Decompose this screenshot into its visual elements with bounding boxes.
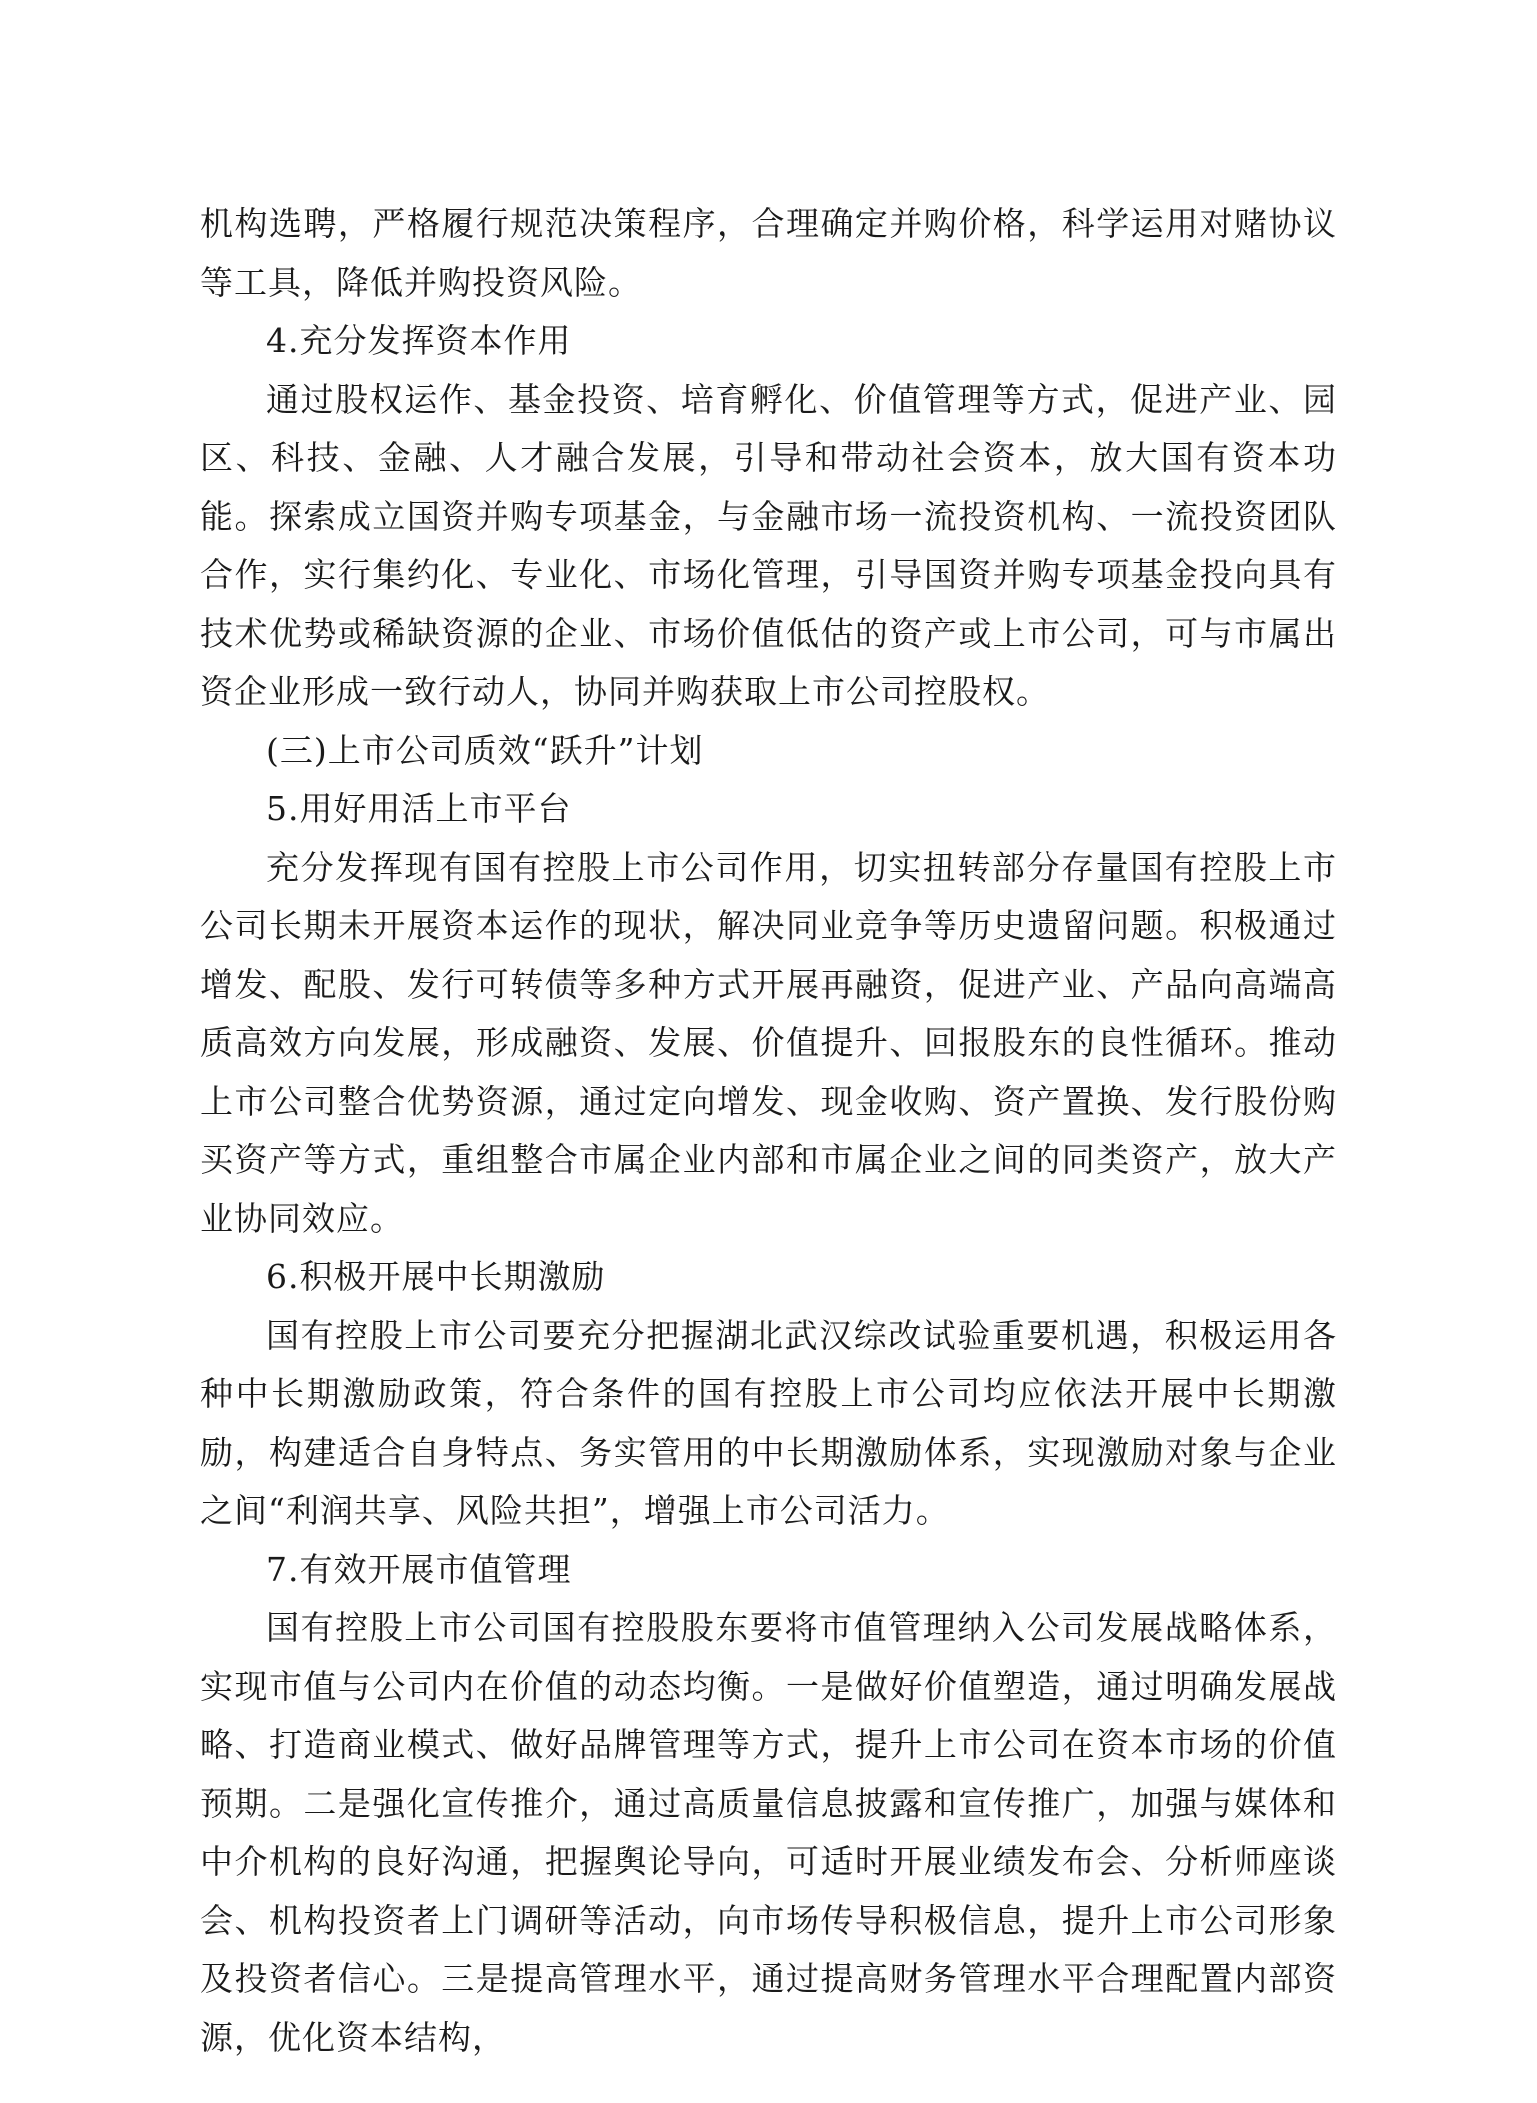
section-heading-plan-3: (三)上市公司质效“跃升”计划 bbox=[266, 730, 704, 770]
paragraph-market-value: 国有控股上市公司国有控股股东要将市值管理纳入公司发展战略体系，实现市值与公司内在价值的动态均衡。一是做好价值塑造，通过明确发展战略、打造商业模式、做好品牌管理等方式，提升上市公司在资本市场的价值预期。二是强化宣传推介，通过高质量信息披露和宣传推广，加强与媒体和中介机构的良好沟通，把握舆论导向，可适时开展业绩发布会、分析师座谈会、机构投资者上门调研等活动，向市场传导积极信息，提升上市公司形象及投资者信心。三是提高管理水平，通过提高财务管理水平合理配置内部资源，优化资本结构， bbox=[200, 1608, 1337, 2057]
paragraph-continuation: 机构选聘，严格履行规范决策程序，合理确定并购价格，科学运用对赌协议等工具，降低并购投资风险。 bbox=[200, 204, 1337, 302]
section-heading-6: 6.积极开展中长期激励 bbox=[266, 1257, 606, 1296]
paragraph-capital-role: 通过股权运作、基金投资、培育孵化、价值管理等方式，促进产业、园区、科技、金融、人才融合发展，引导和带动社会资本，放大国有资本功能。探索成立国资并购专项基金，与金融市场一流投资机构、一流投资团队合作，实行集约化、专业化、市场化管理，引导国资并购专项基金投向具有技术优势或稀缺资源的企业、市场价值低估的资产或上市公司，可与市属出资企业形成一致行动人，协同并购获取上市公司控股权。 bbox=[200, 379, 1337, 711]
section-heading-5: 5.用好用活上市平台 bbox=[266, 789, 572, 828]
paragraph-listing-platform: 充分发挥现有国有控股上市公司作用，切实扭转部分存量国有控股上市公司长期未开展资本运作的现状，解决同业竞争等历史遗留问题。积极通过增发、配股、发行可转债等多种方式开展再融资，促进产业、产品向高端高质高效方向发展，形成融资、发展、价值提升、回报股东的良性循环。推动上市公司整合优势资源，通过定向增发、现金收购、资产置换、发行股份购买资产等方式，重组整合市属企业内部和市属企业之间的同类资产，放大产业协同效应。 bbox=[200, 847, 1337, 1238]
paragraph-incentives: 国有控股上市公司要充分把握湖北武汉综改试验重要机遇，积极运用各种中长期激励政策，符合条件的国有控股上市公司均应依法开展中长期激励，构建适合自身特点、务实管用的中长期激励体系，实现激励对象与企业之间“利润共享、风险共担”，增强上市公司活力。 bbox=[200, 1315, 1337, 1530]
section-heading-7: 7.有效开展市值管理 bbox=[266, 1549, 572, 1589]
section-heading-4: 4.充分发挥资本作用 bbox=[266, 321, 572, 360]
